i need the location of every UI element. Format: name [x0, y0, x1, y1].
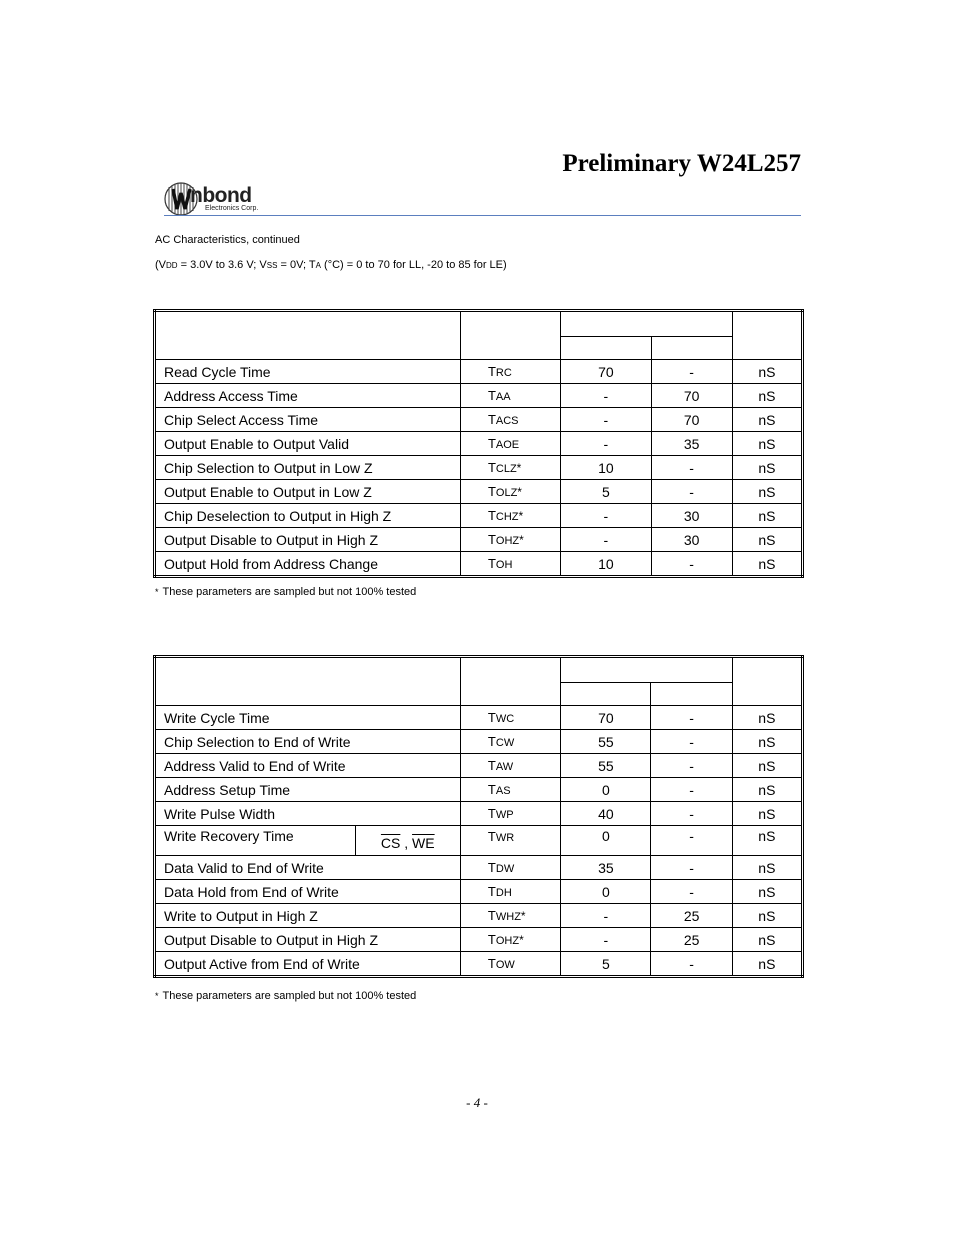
symbol-tail: WP — [495, 809, 514, 821]
symbol-head: T — [487, 956, 496, 971]
symbol-cell — [460, 826, 560, 856]
max-cell: - — [651, 730, 732, 754]
unit-cell: nS — [732, 880, 802, 904]
table-row — [155, 456, 803, 480]
symbol-tail: DH — [495, 887, 512, 899]
param-cell: Chip Selection to Output in Low Z — [155, 456, 461, 480]
symbol-cell — [460, 552, 560, 577]
unit-cell: nS — [732, 432, 802, 456]
max-cell: - — [651, 802, 732, 826]
min-cell: 40 — [561, 802, 651, 826]
unit-cell: nS — [732, 384, 802, 408]
symbol-head: T — [487, 556, 496, 571]
page-number: - 4 - — [466, 1095, 488, 1110]
cond-vss-val: = 0V; T — [277, 259, 316, 271]
header-unit-cell — [732, 311, 802, 360]
read-table-body — [155, 311, 803, 577]
symbol-tail: WR — [495, 832, 515, 844]
sampled-mark: * — [519, 933, 524, 947]
param-cell: Write Pulse Width — [155, 802, 461, 826]
symbol-tail: AOE — [495, 439, 520, 451]
logo-subtitle: Electronics Corp. — [205, 205, 259, 212]
read-cycle-table — [153, 309, 804, 578]
table-row — [155, 480, 803, 504]
write-recovery-body — [155, 826, 803, 856]
write-table-body-lower — [155, 856, 803, 977]
param-cell: Output Enable to Output in Low Z — [155, 480, 461, 504]
min-cell: 10 — [561, 552, 651, 577]
min-cell: 0 — [561, 880, 651, 904]
sampled-mark: * — [520, 909, 526, 923]
symbol-cell — [460, 880, 560, 904]
table-row — [155, 360, 803, 384]
header-max-cell — [651, 683, 732, 706]
min-cell: 0 — [561, 826, 651, 856]
footnote-mark: * — [155, 587, 159, 597]
table-row — [155, 552, 803, 577]
symbol-cell — [460, 928, 560, 952]
unit-cell: nS — [732, 456, 802, 480]
symbol-tail: AW — [495, 761, 514, 773]
min-cell: 5 — [561, 480, 651, 504]
min-cell: - — [561, 504, 651, 528]
header-min-cell — [561, 683, 651, 706]
table-row — [155, 952, 803, 977]
unit-cell: nS — [732, 360, 802, 384]
max-cell: 70 — [651, 408, 732, 432]
symbol-tail: AA — [495, 391, 511, 403]
symbol-tail: AS — [495, 785, 511, 797]
header-parameter-cell — [155, 311, 461, 360]
min-cell: - — [561, 408, 651, 432]
symbol-head: T — [487, 884, 496, 899]
table-row — [155, 778, 803, 802]
max-cell: 25 — [651, 904, 732, 928]
unit-cell: nS — [732, 408, 802, 432]
symbol-cell — [460, 802, 560, 826]
min-cell: 0 — [561, 778, 651, 802]
param-cell: Address Valid to End of Write — [155, 754, 461, 778]
min-cell: - — [561, 528, 651, 552]
min-cell: 10 — [561, 456, 651, 480]
max-cell: - — [651, 360, 732, 384]
param-cell: Chip Deselection to Output in High Z — [155, 504, 461, 528]
table-row — [155, 730, 803, 754]
cond-ta-sub: A — [315, 261, 321, 270]
symbol-head: T — [487, 860, 496, 875]
symbol-tail: CLZ — [495, 463, 517, 475]
symbol-cell — [460, 504, 560, 528]
footnote-mark: * — [155, 991, 159, 1001]
max-cell: 25 — [651, 928, 732, 952]
table-row — [155, 504, 803, 528]
min-cell: - — [561, 928, 651, 952]
max-cell: 35 — [651, 432, 732, 456]
unit-cell: nS — [732, 904, 802, 928]
symbol-tail: WC — [495, 713, 515, 725]
document-title: Preliminary W24L257 — [562, 150, 801, 177]
symbol-head: T — [487, 932, 496, 947]
symbol-head: T — [487, 484, 496, 499]
header-symbol-cell — [460, 657, 560, 706]
symbol-head: T — [487, 532, 496, 547]
company-logo — [164, 181, 279, 217]
min-cell: 5 — [561, 952, 651, 977]
symbol-tail: DW — [495, 863, 515, 875]
section-caption: AC Characteristics, continued — [155, 234, 300, 246]
cond-ta-val: (°C) = 0 to 70 for LL, -20 to 85 for LE) — [320, 259, 507, 271]
logo-wordmark: nbond — [190, 184, 252, 207]
symbol-cell — [460, 856, 560, 880]
unit-cell: nS — [732, 552, 802, 577]
operating-conditions — [155, 259, 507, 271]
param-cell: Address Access Time — [155, 384, 461, 408]
cond-vss-sub: SS — [266, 261, 278, 270]
symbol-cell — [460, 384, 560, 408]
max-cell: - — [651, 480, 732, 504]
param-cell: Output Disable to Output in High Z — [155, 928, 461, 952]
header-value-group-cell — [561, 657, 733, 683]
min-cell: 70 — [561, 706, 651, 730]
table-row — [155, 928, 803, 952]
param-cell: Output Active from End of Write — [155, 952, 461, 977]
min-cell: 35 — [561, 856, 651, 880]
table-row — [155, 802, 803, 826]
max-cell: - — [651, 754, 732, 778]
unit-cell: nS — [732, 778, 802, 802]
table-header-row — [155, 657, 803, 683]
symbol-tail: OLZ — [495, 487, 518, 499]
symbol-tail: WHZ — [495, 911, 521, 923]
max-cell: - — [651, 456, 732, 480]
header-parameter-cell — [155, 657, 461, 706]
symbol-cell — [460, 952, 560, 977]
symbol-cell — [460, 360, 560, 384]
max-cell: - — [651, 552, 732, 577]
param-cell: Output Disable to Output in High Z — [155, 528, 461, 552]
param-cell: Output Hold from Address Change — [155, 552, 461, 577]
write-table-body — [155, 657, 803, 826]
unit-cell: nS — [732, 480, 802, 504]
min-cell: - — [561, 904, 651, 928]
write-cycle-table — [153, 655, 804, 978]
symbol-head: T — [487, 734, 496, 749]
symbol-tail: RC — [495, 367, 512, 379]
symbol-cell — [460, 778, 560, 802]
symbol-head: T — [487, 364, 496, 379]
table-header-row — [155, 311, 803, 337]
param-cell: Chip Selection to End of Write — [155, 730, 461, 754]
cs-signal: $\overline{CS}$ — [380, 835, 401, 851]
table-row — [155, 754, 803, 778]
cond-vdd-val: = 3.0V to 3.6 V; V — [177, 259, 267, 271]
param-cell: Write to Output in High Z — [155, 904, 461, 928]
symbol-head: T — [487, 908, 496, 923]
table-row — [155, 408, 803, 432]
param-cell: Address Setup Time — [155, 778, 461, 802]
we-signal: $\overline{WE}$ — [412, 835, 435, 851]
symbol-cell — [460, 904, 560, 928]
symbol-cell — [460, 730, 560, 754]
symbol-head: T — [487, 782, 496, 797]
symbol-head: T — [487, 388, 496, 403]
param-cell: Chip Select Access Time — [155, 408, 461, 432]
symbol-tail: ACS — [495, 415, 519, 427]
max-cell: - — [651, 778, 732, 802]
sampled-mark: * — [516, 461, 522, 475]
min-cell: - — [561, 432, 651, 456]
header-value-group-cell — [561, 311, 733, 337]
symbol-cell — [460, 432, 560, 456]
header-max-cell — [651, 337, 732, 360]
table-row — [155, 880, 803, 904]
param-cell: Data Valid to End of Write — [155, 856, 461, 880]
cond-vdd-sub: DD — [166, 261, 178, 270]
max-cell: - — [651, 706, 732, 730]
min-cell: 55 — [561, 730, 651, 754]
symbol-tail: OH — [495, 559, 513, 571]
write-table-footnote — [155, 990, 416, 1002]
symbol-head: T — [487, 508, 496, 523]
header-unit-cell — [732, 657, 802, 706]
sampled-mark: * — [518, 509, 524, 523]
param-cell: Read Cycle Time — [155, 360, 461, 384]
unit-cell: nS — [732, 928, 802, 952]
symbol-cell — [460, 706, 560, 730]
max-cell: 30 — [651, 528, 732, 552]
table-row-write-recovery — [155, 826, 803, 856]
symbol-cell — [460, 480, 560, 504]
sampled-mark: * — [517, 485, 522, 499]
symbol-tail: OHZ — [495, 935, 520, 947]
unit-cell: nS — [732, 856, 802, 880]
unit-cell: nS — [732, 754, 802, 778]
min-cell: 70 — [561, 360, 651, 384]
symbol-head: T — [487, 829, 496, 844]
table-row — [155, 528, 803, 552]
signal-separator: , — [400, 835, 413, 851]
header-min-cell — [561, 337, 651, 360]
footnote-text: These parameters are sampled but not 100% tested — [162, 586, 417, 598]
symbol-head: T — [487, 412, 496, 427]
table-row — [155, 384, 803, 408]
max-cell: - — [651, 826, 732, 856]
param-cell: Write Cycle Time — [155, 706, 461, 730]
signal-cell — [355, 826, 460, 856]
symbol-cell — [460, 408, 560, 432]
symbol-tail: CHZ — [495, 511, 519, 523]
unit-cell: nS — [732, 730, 802, 754]
footnote-text: These parameters are sampled but not 100% tested — [162, 990, 417, 1002]
symbol-head: T — [487, 436, 496, 451]
unit-cell: nS — [732, 952, 802, 977]
symbol-head: T — [487, 806, 496, 821]
unit-cell: nS — [732, 802, 802, 826]
table-row — [155, 432, 803, 456]
table-row — [155, 706, 803, 730]
symbol-head: T — [487, 758, 496, 773]
table-row — [155, 856, 803, 880]
header-symbol-cell — [460, 311, 560, 360]
param-cell: Data Hold from End of Write — [155, 880, 461, 904]
max-cell: - — [651, 856, 732, 880]
symbol-cell — [460, 754, 560, 778]
symbol-tail: CW — [495, 737, 515, 749]
max-cell: 70 — [651, 384, 732, 408]
read-table-footnote — [155, 586, 416, 598]
max-cell: - — [651, 952, 732, 977]
unit-cell: nS — [732, 826, 802, 856]
table-row — [155, 904, 803, 928]
symbol-tail: OW — [495, 959, 515, 971]
symbol-cell — [460, 456, 560, 480]
param-cell: Output Enable to Output Valid — [155, 432, 461, 456]
min-cell: 55 — [561, 754, 651, 778]
symbol-cell — [460, 528, 560, 552]
symbol-head: T — [487, 710, 496, 725]
param-cell: Write Recovery Time — [155, 826, 356, 856]
symbol-head: T — [487, 460, 496, 475]
unit-cell: nS — [732, 504, 802, 528]
sampled-mark: * — [519, 533, 524, 547]
unit-cell: nS — [732, 528, 802, 552]
max-cell: 30 — [651, 504, 732, 528]
symbol-tail: OHZ — [495, 535, 520, 547]
max-cell: - — [651, 880, 732, 904]
min-cell: - — [561, 384, 651, 408]
unit-cell: nS — [732, 706, 802, 730]
header-divider — [164, 215, 801, 216]
cond-open: (V — [155, 259, 166, 271]
